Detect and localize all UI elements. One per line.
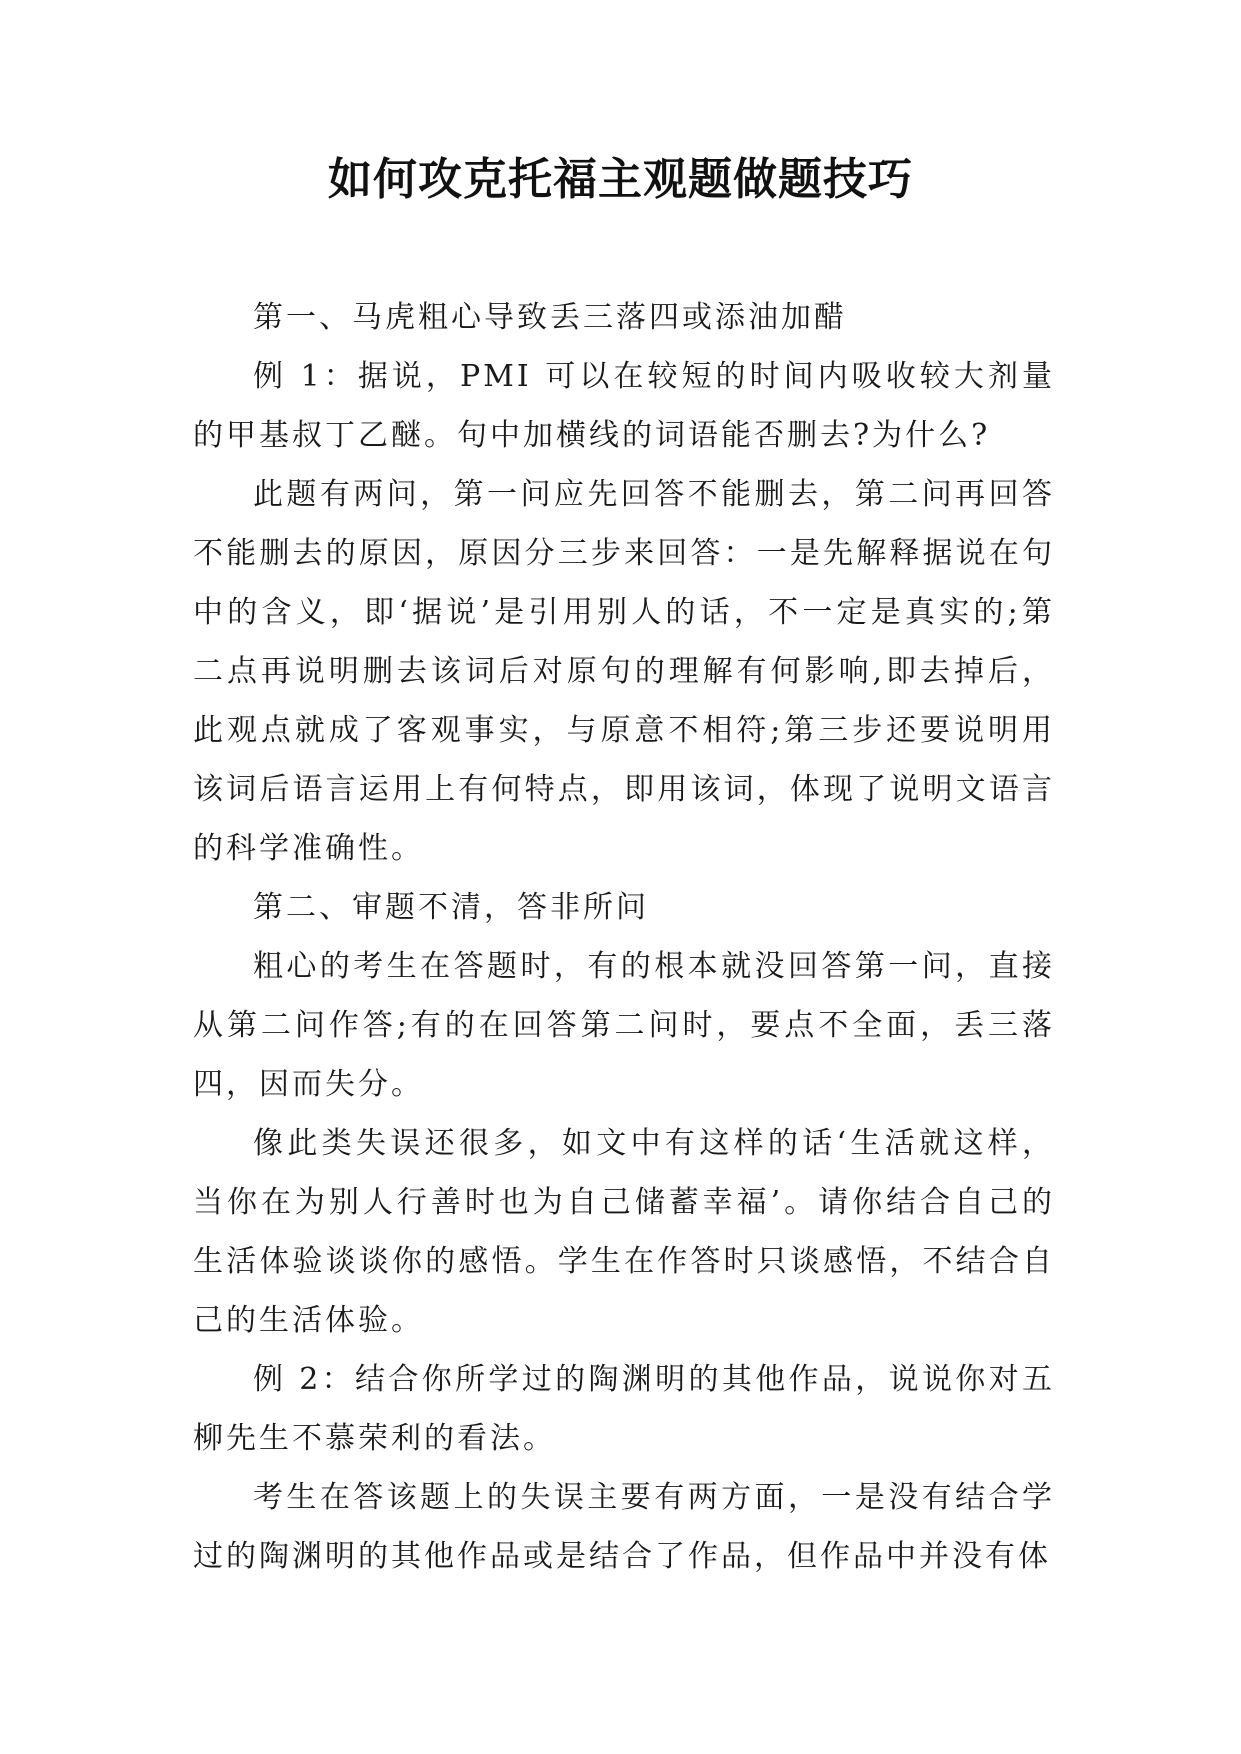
paragraph-heading-1: 第一、马虎粗心导致丢三落四或添油加醋: [253, 300, 847, 335]
paragraph-analysis-1: 此题有两问，第一问应先回答不能删去，第二问再回答不能删去的原因，原因分三步来回答：一是先解释据说在句中的含义，即‘据说’是引用别人的话，不一定是真实的;第二点再说明删去该词后对原句的理解有何影响,即去掉后，此观点就成了客观事实，与原意不相符;第三步还要说明用该词后语言运用上有何特点，即用该词，体现了说明文语言的科学准确性。: [193, 477, 1055, 866]
paragraph-analysis-2: 粗心的考生在答题时，有的根本就没回答第一问，直接从第二问作答;有的在回答第二问时，要点不全面，丢三落四，因而失分。: [193, 949, 1055, 1102]
document-title: 如何攻克托福主观题做题技巧: [328, 154, 913, 205]
paragraph-analysis-3: 像此类失误还很多，如文中有这样的话‘生活就这样，当你在为别人行善时也为自己储蓄幸福’。请你结合自己的生活体验谈谈你的感悟。学生在作答时只谈感悟，不结合自己的生活体验。: [193, 1126, 1055, 1338]
paragraph-example-2: 例 2：结合你所学过的陶渊明的其他作品，说说你对五柳先生不慕荣利的看法。: [193, 1362, 1055, 1456]
paragraph-example-1: 例 1：据说，PMI 可以在较短的时间内吸收较大剂量的甲基叔丁乙醚。句中加横线的词语能否删去?为什么?: [193, 359, 1055, 453]
paragraph-analysis-4: 考生在答该题上的失误主要有两方面，一是没有结合学过的陶渊明的其他作品或是结合了作品，但作品中并没有体: [193, 1480, 1055, 1574]
paragraph-heading-2: 第二、审题不清，答非所问: [253, 890, 649, 925]
document-body: [193, 288, 1055, 1586]
